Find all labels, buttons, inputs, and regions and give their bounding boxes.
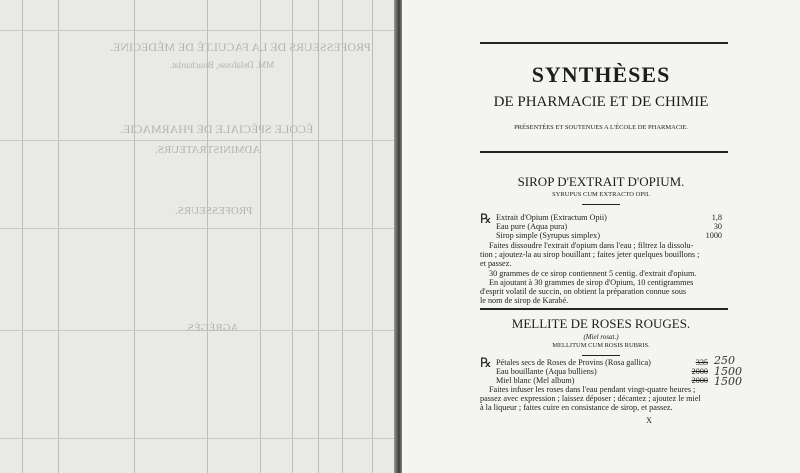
ornament-rule (582, 355, 620, 356)
ornament-rule (582, 204, 620, 205)
bleed-through-text: PROFESSEURS. (175, 205, 253, 217)
right-page (402, 0, 800, 473)
ruling-line (22, 0, 23, 473)
ingredient-qty: 335 (695, 358, 708, 367)
body-text: tion ; ajoutez-la au sirop bouillant ; faites jeter quelques bouillons ; (480, 250, 700, 259)
ruling-line (318, 0, 319, 473)
body-text: 30 grammes de ce sirop contiennent 5 centig. d'extrait d'opium. (489, 269, 697, 278)
handwritten-qty: 250 (714, 354, 735, 367)
ruling-line (372, 0, 373, 473)
top-rule (480, 42, 728, 44)
ruling-line (0, 140, 396, 141)
handwritten-qty: 1500 (714, 365, 742, 378)
ingredient-qty: 2000 (691, 376, 708, 385)
bleed-through-text: MM. Delafosse, Bouchardat. (170, 60, 275, 70)
page-mark: X (646, 416, 652, 425)
ruling-line (260, 0, 261, 473)
ingredient: Eau bouillante (Aqua bulliens) (496, 367, 597, 376)
ruling-line (134, 0, 135, 473)
ruling-line (0, 438, 396, 439)
handwritten-qty: 1500 (714, 375, 742, 388)
ruling-line (0, 30, 396, 31)
ingredient: Eau pure (Aqua pura) (496, 222, 568, 231)
body-text: Faites infuser les roses dans l'eau pendant vingt-quatre heures ; (489, 385, 696, 394)
body-text: le nom de sirop de Karabé. (480, 296, 569, 305)
section-heading: SIROP D'EXTRAIT D'OPIUM. (517, 174, 685, 189)
bleed-through-text: AGRÉGÉS. (185, 322, 239, 334)
bleed-through-text: ÉCOLE SPÉCIALE DE PHARMACIE. (120, 122, 314, 136)
recipe-symbol: ℞ (480, 355, 492, 370)
ruling-line (292, 0, 293, 473)
ruling-line (207, 0, 208, 473)
left-page (0, 0, 396, 473)
ingredient-qty: 30 (713, 222, 722, 231)
body-text: passez avec expression ; laissez déposer ; décantez ; ajoutez le miel (480, 394, 701, 403)
presented-line: PRÉSENTÉES ET SOUTENUES A L'ÉCOLE DE PHARMACIE. (514, 124, 688, 131)
body-text: Faites dissoudre l'extrait d'opium dans l'eau ; filtrez la dissolu- (489, 241, 694, 250)
body-text: et passez. (480, 259, 512, 268)
body-text: d'esprit volatil de succin, on obtient la préparation connue sous (480, 287, 687, 296)
section-latin: SYRUPUS CUM EXTRACTO OPII. (552, 191, 650, 198)
section-sub: (Miel rosat.) (583, 333, 619, 341)
body-text: En ajoutant à 30 grammes de sirop d'Opium, 10 centigrammes (489, 278, 694, 287)
ingredient: Miel blanc (Mel album) (496, 376, 575, 385)
ruling-line (342, 0, 343, 473)
bleed-through-text: ADMINISTRATEURS. (155, 144, 261, 156)
body-text: à la liqueur ; faites cuire en consistance de sirop, et passez. (480, 403, 673, 412)
ingredient: Extrait d'Opium (Extractum Opii) (496, 213, 607, 222)
section-rule (480, 308, 728, 310)
section-heading: MELLITE DE ROSES ROUGES. (511, 316, 691, 331)
page-title: SYNTHÈSES (531, 62, 671, 87)
ingredient-qty: 1000 (705, 231, 722, 240)
bleed-through-text: PROFESSEURS DE LA FACULTÉ DE MÉDECINE. (110, 40, 371, 54)
section-latin: MELLITUM CUM ROSIS RUBRIS. (552, 342, 650, 349)
ruling-line (58, 0, 59, 473)
ingredient-qty: 2000 (691, 367, 708, 376)
ingredient: Pétales secs de Roses de Provins (Rosa gallica) (496, 358, 651, 367)
page-subtitle: DE PHARMACIE ET DE CHIMIE (493, 94, 709, 110)
ingredient: Sirop simple (Syrupus simplex) (496, 231, 600, 240)
ingredient-qty: 1,8 (711, 213, 722, 222)
recipe-symbol: ℞ (480, 211, 492, 226)
ruling-line (0, 228, 396, 229)
section-rule (480, 151, 728, 153)
